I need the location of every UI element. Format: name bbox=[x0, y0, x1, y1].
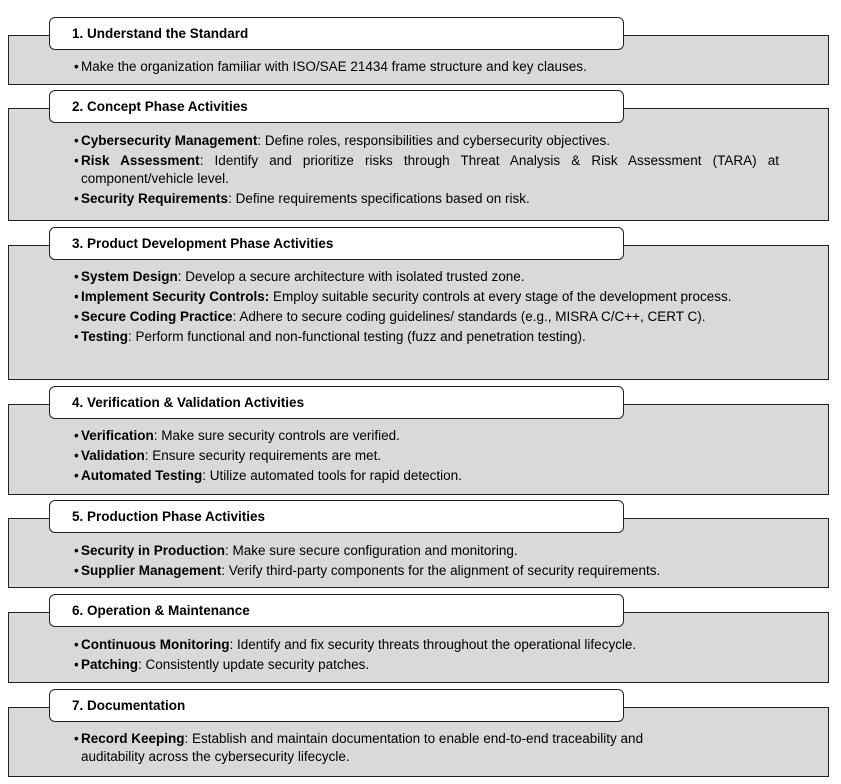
section-5-title: 5. Production Phase Activities bbox=[49, 500, 624, 533]
section-6-title: 6. Operation & Maintenance bbox=[49, 594, 624, 627]
bullet-icon: • bbox=[74, 153, 79, 168]
bullet-icon: • bbox=[74, 637, 79, 652]
section-2-items bbox=[74, 132, 779, 210]
section-1-items bbox=[74, 58, 681, 78]
bullet-icon: • bbox=[74, 657, 79, 672]
list-item: • Continuous Monitoring: Identify and fix security threats throughout the operational lifecycle. bbox=[74, 637, 637, 652]
bullet-icon: • bbox=[74, 731, 79, 746]
list-item: • Secure Coding Practice: Adhere to secure coding guidelines/ standards (e.g., MISRA C/C++, CERT C). bbox=[74, 309, 706, 324]
section-1-title: 1. Understand the Standard bbox=[49, 17, 624, 50]
section-7-title: 7. Documentation bbox=[49, 689, 624, 722]
list-item: • Risk Assessment: Identify and prioritize risks through Threat Analysis & Risk Assessment (TARA) at component/vehicle level. bbox=[74, 153, 780, 186]
section-4-items bbox=[74, 427, 801, 487]
list-item: • Supplier Management: Verify third-party components for the alignment of security requirements. bbox=[74, 563, 661, 578]
section-4-title: 4. Verification & Validation Activities bbox=[49, 386, 624, 419]
list-item: • Make the organization familiar with ISO/SAE 21434 frame structure and key clauses. bbox=[74, 59, 587, 74]
bullet-icon: • bbox=[74, 428, 79, 443]
list-item: • Cybersecurity Management: Define roles, responsibilities and cybersecurity objectives. bbox=[74, 133, 610, 148]
list-item: • Security Requirements: Define requirements specifications based on risk. bbox=[74, 191, 530, 206]
list-item: • Verification: Make sure security controls are verified. bbox=[74, 428, 400, 443]
bullet-icon: • bbox=[74, 309, 79, 324]
list-item: • Validation: Ensure security requirements are met. bbox=[74, 448, 382, 463]
list-item: • Security in Production: Make sure secure configuration and monitoring. bbox=[74, 543, 518, 558]
bullet-icon: • bbox=[74, 468, 79, 483]
list-item: • Patching: Consistently update security patches. bbox=[74, 657, 370, 672]
section-7-items bbox=[74, 730, 706, 768]
bullet-icon: • bbox=[74, 448, 79, 463]
bullet-icon: • bbox=[74, 59, 79, 74]
list-item: • System Design: Develop a secure architecture with isolated trusted zone. bbox=[74, 269, 525, 284]
list-item: • Automated Testing: Utilize automated tools for rapid detection. bbox=[74, 468, 462, 483]
bullet-icon: • bbox=[74, 191, 79, 206]
section-5-items bbox=[74, 542, 801, 582]
section-2-title: 2. Concept Phase Activities bbox=[49, 90, 624, 123]
bullet-icon: • bbox=[74, 269, 79, 284]
list-item: • Record Keeping: Establish and maintain documentation to enable end-to-end traceability and auditability across the cybersecurity lifecycle. bbox=[74, 731, 644, 764]
bullet-icon: • bbox=[74, 329, 79, 344]
bullet-icon: • bbox=[74, 133, 79, 148]
bullet-icon: • bbox=[74, 543, 79, 558]
list-item: • Testing: Perform functional and non-functional testing (fuzz and penetration testing). bbox=[74, 329, 586, 344]
section-3-title: 3. Product Development Phase Activities bbox=[49, 227, 624, 260]
section-6-items bbox=[74, 636, 801, 676]
list-item: • Implement Security Controls: Employ suitable security controls at every stage of the development process. bbox=[74, 289, 732, 304]
bullet-icon: • bbox=[74, 289, 79, 304]
section-3-items bbox=[74, 268, 741, 348]
bullet-icon: • bbox=[74, 563, 79, 578]
